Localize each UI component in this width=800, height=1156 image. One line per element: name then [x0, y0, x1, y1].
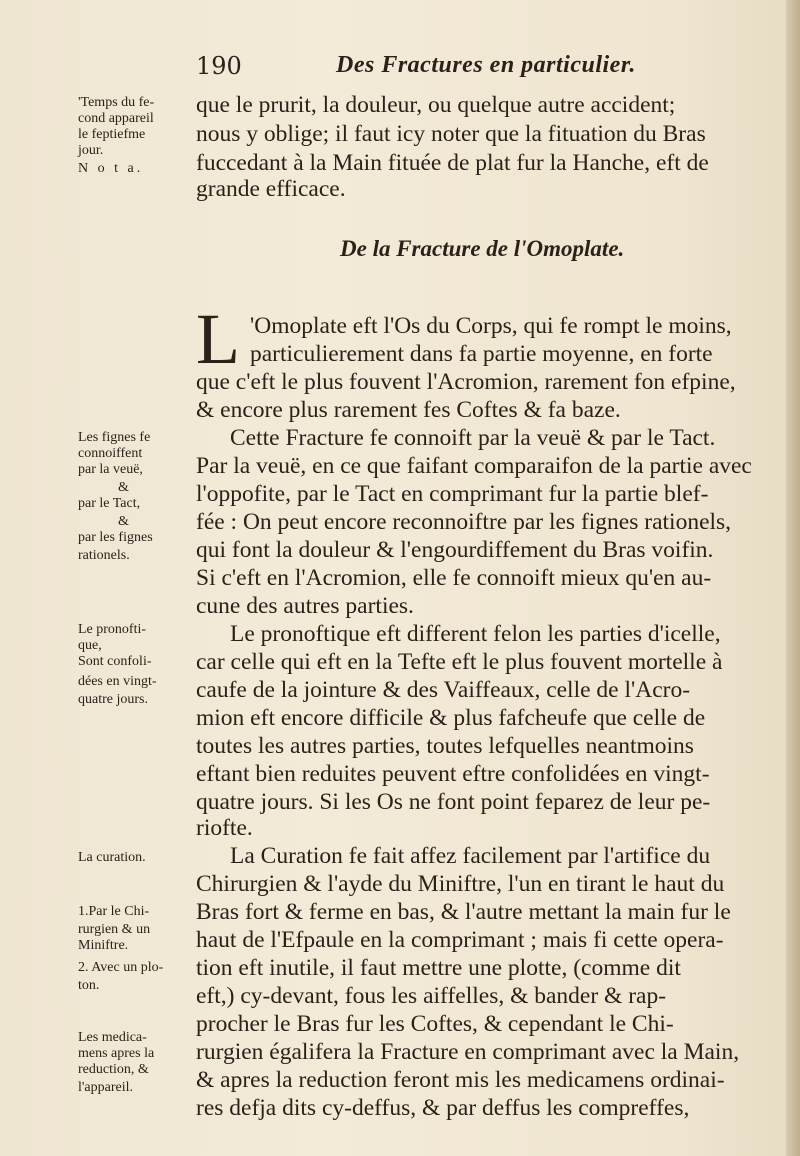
text-line: caufe de la jointure & des Vaiffeaux, celle de l'Acro-: [196, 677, 691, 703]
text-line: haut de l'Efpaule en la comprimant ; mais fi cette opera-: [196, 927, 724, 953]
margin-note-line: jour.: [78, 143, 104, 158]
margin-note-line: Les medica-: [78, 1030, 147, 1045]
margin-note-line: La curation.: [78, 850, 146, 865]
text-line: & encore plus rarement fes Coftes & fa baze.: [196, 397, 621, 423]
text-line: tion eft inutile, il faut mettre une plotte, (comme dit: [196, 955, 681, 981]
margin-note-line: Miniftre.: [78, 938, 129, 953]
text-line: eftant bien reduites peuvent eftre confolidées en vingt-: [196, 761, 710, 787]
margin-note-line: &: [118, 514, 129, 529]
text-line: toutes les autres parties, toutes lefquelles neantmoins: [196, 733, 694, 759]
margin-note-line: quatre jours.: [78, 692, 148, 707]
margin-note-line: 1.Par le Chi-: [78, 904, 150, 919]
margin-note-line: N o t a.: [78, 161, 144, 176]
margin-note-line: rurgien & un: [78, 922, 151, 937]
text-line: particulierement dans fa partie moyenne, en forte: [250, 341, 713, 367]
margin-note-line: mens apres la: [78, 1046, 155, 1061]
text-line: La Curation fe fait affez facilement par l'artifice du: [230, 843, 711, 869]
margin-note-line: par la veuë,: [78, 462, 143, 477]
margin-note-line: par les fignes: [78, 530, 153, 545]
margin-note-line: ton.: [78, 978, 100, 993]
text-line: fuccedant à la Main fituée de plat fur la Hanche, eft de: [196, 150, 709, 176]
text-line: eft,) cy-devant, fous les aiffelles, & bander & rap-: [196, 983, 667, 1009]
text-line: Cette Fracture fe connoift par la veuë & par le Tact.: [230, 425, 716, 451]
text-line: quatre jours. Si les Os ne font point feparez de leur pe-: [196, 789, 711, 815]
margin-note-line: Les fignes fe: [78, 430, 151, 445]
text-line: que le prurit, la douleur, ou quelque autre accident;: [196, 92, 676, 118]
margin-note-line: reduction, &: [78, 1062, 149, 1077]
text-line: mion eft encore difficile & plus fafcheufe que celle de: [196, 705, 706, 731]
margin-note-line: 2. Avec un plo-: [78, 960, 164, 975]
text-line: Chirurgien & l'ayde du Miniftre, l'un en tirant le haut du: [196, 871, 725, 897]
text-line: grande efficace.: [196, 176, 346, 202]
text-line: fée : On peut encore reconnoiftre par les fignes rationels,: [196, 509, 732, 535]
page-edge: [786, 0, 800, 1156]
text-line: Si c'eft en l'Acromion, elle fe connoift mieux qu'en au-: [196, 565, 712, 591]
page-number: 190: [196, 52, 242, 80]
running-head: Des Fractures en particulier.: [336, 52, 636, 78]
text-line: 'Omoplate eft l'Os du Corps, qui fe rompt le moins,: [250, 313, 732, 339]
text-line: res defja dits cy-deffus, & par deffus les compreffes,: [196, 1095, 690, 1121]
margin-note-line: dées en vingt-: [78, 674, 157, 689]
margin-note-line: l'appareil.: [78, 1080, 133, 1095]
margin-note-line: rationels.: [78, 548, 130, 563]
text-line: & apres la reduction feront mis les medicamens ordinai-: [196, 1067, 725, 1093]
text-line: car celle qui eft en la Tefte eft le plus fouvent mortelle à: [196, 649, 723, 675]
text-line: riofte.: [196, 815, 253, 841]
section-title: De la Fracture de l'Omoplate.: [340, 236, 625, 261]
margin-note-line: 'Temps du fe-: [78, 95, 155, 110]
text-line: procher le Bras fur les Coftes, & cependant le Chi-: [196, 1011, 674, 1037]
margin-note-line: cond appareil: [78, 111, 154, 126]
text-line: Par la veuë, en ce que faifant comparaifon de la partie avec: [196, 453, 752, 479]
margin-note-line: Le pronofti-: [78, 622, 147, 637]
margin-note-line: par le Tact,: [78, 496, 141, 511]
drop-capital: L: [196, 299, 240, 379]
margin-note-line: Sont confoli-: [78, 654, 152, 669]
margin-note-line: connoiffent: [78, 446, 143, 461]
text-line: que c'eft le plus fouvent l'Acromion, rarement fon efpine,: [196, 369, 736, 395]
text-line: Le pronoftique eft different felon les parties d'icelle,: [230, 621, 721, 647]
text-line: Bras fort & ferme en bas, & l'autre mettant la main fur le: [196, 899, 731, 925]
text-line: qui font la douleur & l'engourdiffement du Bras voifin.: [196, 537, 714, 563]
text-line: rurgien égalifera la Fracture en comprimant avec la Main,: [196, 1039, 740, 1065]
margin-note-line: que,: [78, 638, 102, 653]
margin-note-line: &: [118, 480, 129, 495]
text-line: l'oppofite, par le Tact en comprimant fur la partie blef-: [196, 481, 709, 507]
text-line: cune des autres parties.: [196, 593, 414, 619]
page-header: [196, 52, 756, 88]
text-line: nous y oblige; il faut icy noter que la fituation du Bras: [196, 121, 706, 147]
margin-note-line: le feptiefme: [78, 127, 146, 142]
